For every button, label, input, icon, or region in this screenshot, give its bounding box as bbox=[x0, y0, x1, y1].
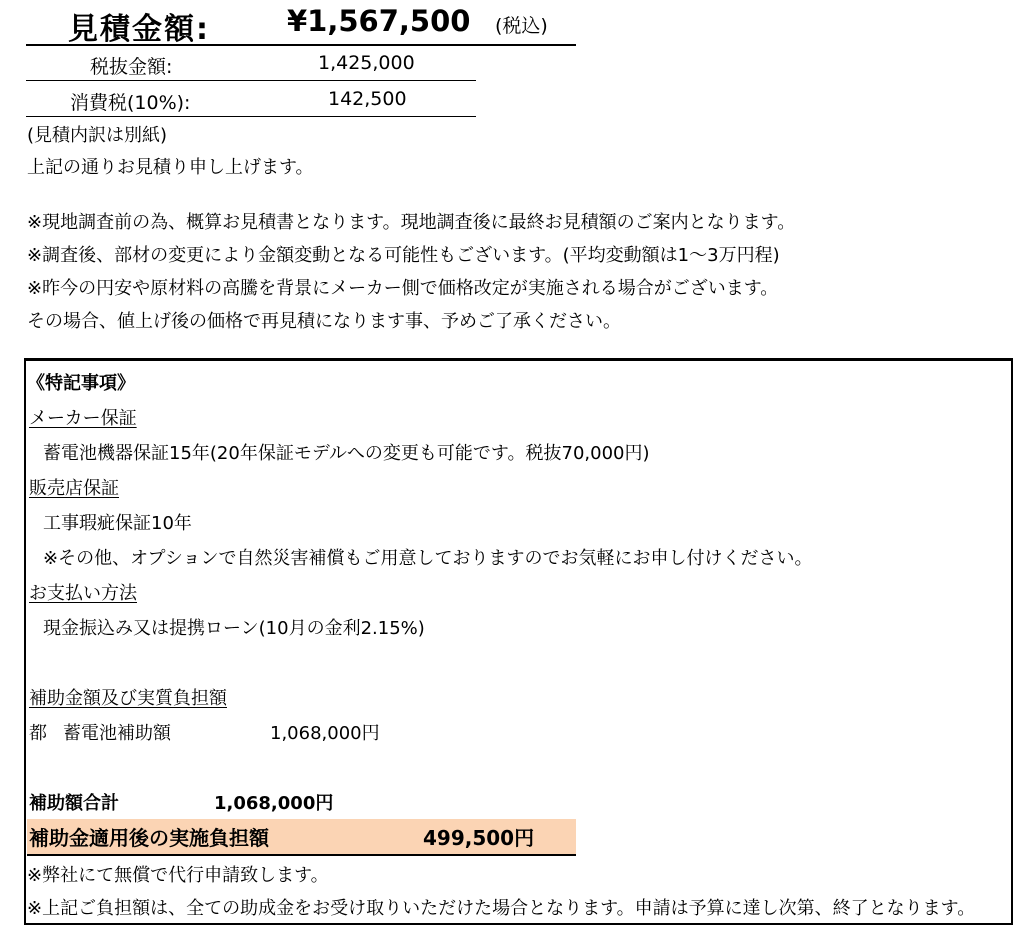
subsidy-source: 都 bbox=[29, 723, 47, 744]
greeting-text: 上記の通りお見積り申し上げます。 bbox=[27, 157, 314, 178]
subtotal-underline bbox=[26, 80, 476, 81]
payment-title: お支払い方法 bbox=[29, 583, 137, 604]
note-line: ※調査後、部材の変更により金額変動となる可能性もございます。(平均変動額は1～3万円程) bbox=[27, 245, 780, 266]
breakdown-note: (見積内訳は別紙) bbox=[27, 125, 168, 146]
estimate-tax-note: (税込) bbox=[495, 15, 548, 37]
payment-text: 現金振込み又は提携ローン(10月の金利2.15%) bbox=[43, 618, 425, 639]
dealer-warranty-text: 工事瑕疵保証10年 bbox=[43, 513, 192, 534]
estimate-amount: ¥1,567,500 bbox=[287, 4, 471, 38]
footer-note: ※弊社にて無償で代行申請致します。 bbox=[27, 865, 329, 886]
estimate-underline bbox=[26, 44, 576, 46]
net-burden-label: 補助金適用後の実施負担額 bbox=[29, 826, 269, 850]
maker-warranty-text: 蓄電池機器保証15年(20年保証モデルへの変更も可能です。税抜70,000円) bbox=[43, 443, 650, 464]
subsidy-title: 補助金額及び実質負担額 bbox=[29, 688, 227, 709]
subtotal-value: 1,425,000 bbox=[318, 52, 415, 74]
note-line: ※現地調査前の為、概算お見積書となります。現地調査後に最終お見積額のご案内となります。 bbox=[27, 212, 796, 233]
note-line: ※昨今の円安や原材料の高騰を背景にメーカー側で価格改定が実施される場合がございます。 bbox=[27, 278, 779, 299]
maker-warranty-title: メーカー保証 bbox=[29, 408, 137, 429]
subsidy-total-value: 1,068,000円 bbox=[214, 793, 334, 814]
subtotal-label: 税抜金額: bbox=[90, 56, 173, 78]
tax-value: 142,500 bbox=[328, 88, 407, 110]
estimate-label: 見積金額: bbox=[68, 12, 210, 47]
subsidy-item-value: 1,068,000円 bbox=[270, 723, 380, 744]
subsidy-total-label: 補助額合計 bbox=[29, 793, 119, 814]
subsidy-item-label: 蓄電池補助額 bbox=[63, 723, 171, 744]
net-burden-value: 499,500円 bbox=[423, 826, 535, 850]
dealer-warranty-title: 販売店保証 bbox=[29, 478, 119, 499]
note-line: その場合、値上げ後の価格で再見積になります事、予めご了承ください。 bbox=[27, 311, 621, 332]
tax-underline bbox=[26, 116, 476, 117]
footer-note: ※上記ご負担額は、全ての助成金をお受け取りいただけた場合となります。申請は予算に達し次第、終了となります。 bbox=[27, 898, 976, 919]
special-heading: 《特記事項》 bbox=[27, 373, 135, 394]
tax-label: 消費税(10%): bbox=[70, 92, 191, 114]
dealer-option-text: ※その他、オプションで自然災害補償もご用意しておりますのでお気軽にお申し付けください。 bbox=[43, 548, 813, 569]
